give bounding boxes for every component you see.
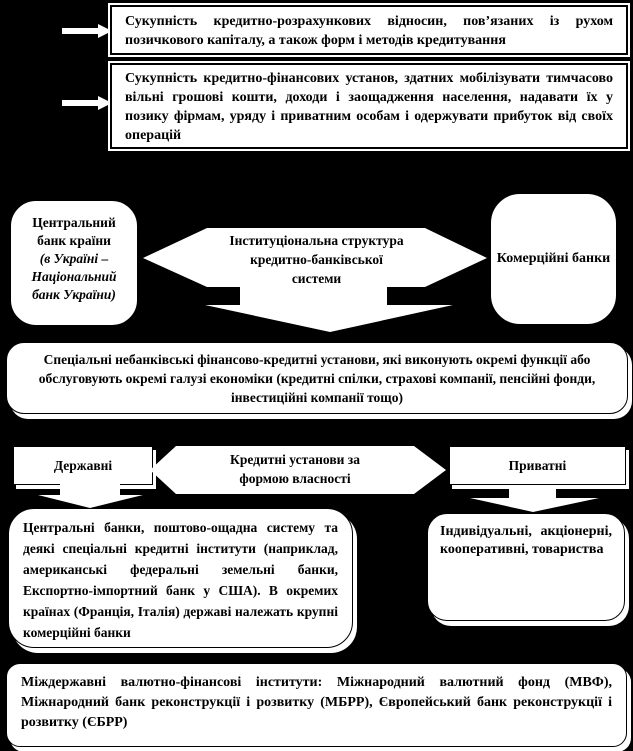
private-label-box [449,446,626,485]
nonbank-institutions-text: Спеціальні небанківські фінансово-кредитні установи, які виконують окремі функції або обслуговують окремі галузі економіки (кредитні спілки, страхові компанії, пенсійні фонди, інвестиційні компанії тощо) [38,352,596,405]
definition-credit-relations-text: Сукупність кредитно-розрахункових відносин, пов’язаних із рухом позичкового капіталу, а також форм і методів кредитування [125,14,613,48]
international-institutions-box [6,663,627,747]
definition-credit-institutions-box [110,63,628,149]
definition-credit-relations-box [110,5,628,55]
down-arrow-icon [35,484,145,508]
central-bank-note: (в Україні – Національний банк України) [31,251,117,302]
state-label: Державні [53,457,113,473]
nonbank-institutions-box [6,342,628,414]
ownership-connector-shape [150,445,446,495]
commercial-banks-box [490,193,617,325]
private-description-box [427,513,625,621]
state-description-text: Центральні банки, поштово-ощадна систему та деякі спеціальні кредитні інститути (наприклад, американські федеральні земельні банки, Експортно-імпортний банк у США). В окремих країнах (Франція, Італія) державі належать крупні комерційні банки [23,520,338,640]
down-arrow-icon [470,486,600,512]
institutional-structure-connector-shape [140,225,490,335]
central-bank-box [10,200,138,326]
private-label: Приватні [508,457,567,473]
institutional-structure-label: Інституціональна структура кредитно-банківської системи [229,233,404,286]
right-arrow-icon [62,96,112,110]
right-arrow-icon [62,24,112,38]
central-bank-title: Центральний банк країни [32,215,116,248]
commercial-banks-label: Комерційні банки [496,251,611,266]
private-description-text: Індивідуальні, акціонерні, кооперативні, товариства [440,524,612,557]
state-label-box [13,446,153,485]
definition-credit-institutions-text: Сукупність кредитно-фінансових установ, здатних мобілізувати тимчасово вільні грошові кошти, доходи і заощадження населення, надавати їх у позику фірмам, уряду і приватним особам і одержувати прибуток від своїх операцій [125,71,613,143]
ownership-connector-label: Кредитні установи за формою власності [230,452,360,486]
state-description-box [8,508,353,648]
international-institutions-text: Міждержавні валютно-фінансові інститути: Міжнародний валютний фонд (МВФ), Міжнародний банк реконструкції і розвитку (МБРР), Європейський банк реконструкції і розвитку (ЄБРР) [21,675,612,730]
